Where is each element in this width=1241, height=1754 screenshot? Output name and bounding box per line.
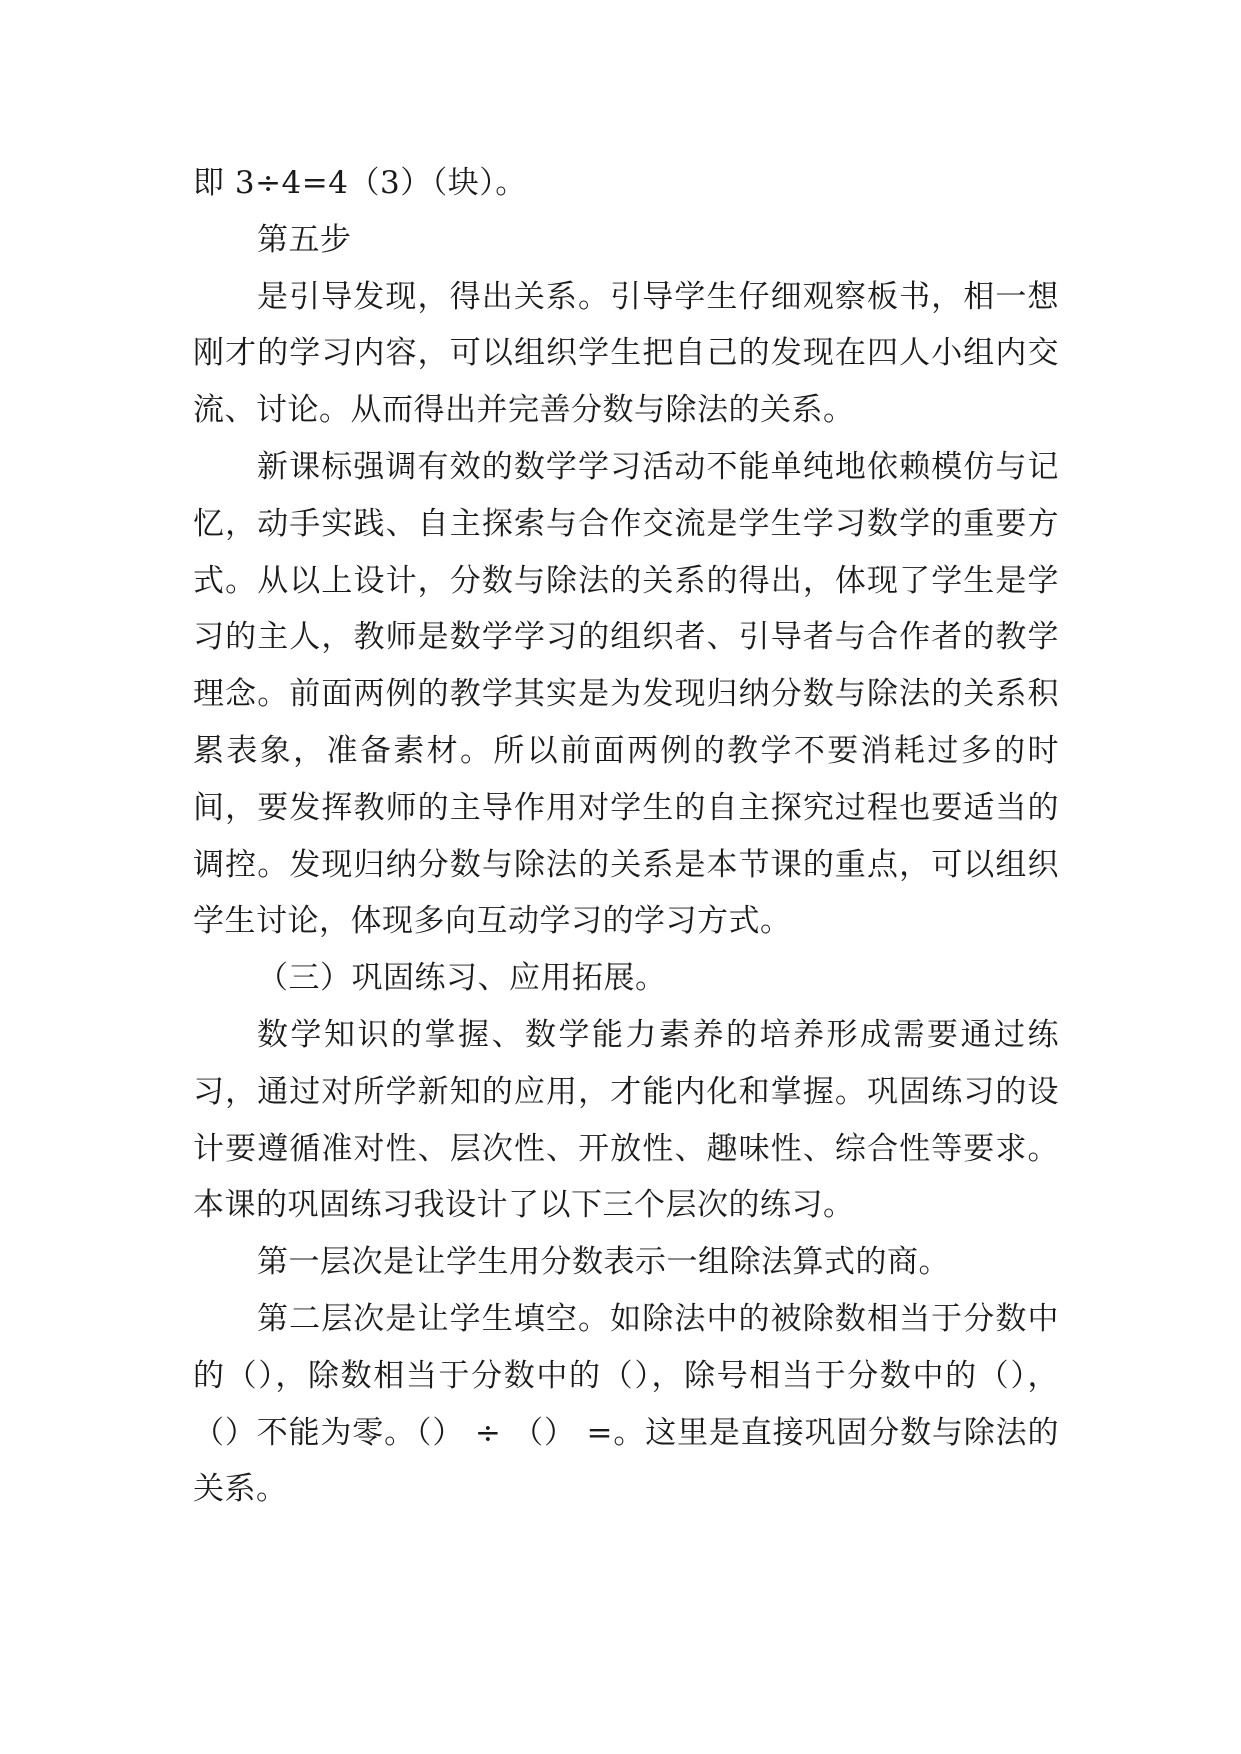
paragraph-level-one: 第一层次是让学生用分数表示一组除法算式的商。 <box>257 1244 950 1281</box>
paragraph-new-curriculum: 新课标强调有效的数学学习活动不能单纯地依赖模仿与记忆，动手实践、自主探索与合作交流是学生学习数学的重要方式。从以上设计，分数与除法的关系的得出，体现了学生是学习的主人，教师是数学学习的组织者、引导者与合作者的教学理念。前面两例的教学其实是为发现归纳分数与除法的关系积累表象，准备素材。所以前面两例的教学不要消耗过多的时间，要发挥教师的主导作用对学生的自主探究过程也要适当的调控。发现归纳分数与除法的关系是本节课的重点，可以组织学生讨论，体现多向互动学习的学习方式。 <box>193 448 1059 940</box>
body-text <box>193 155 1059 1518</box>
paragraph-section-three-heading: （三）巩固练习、应用拓展。 <box>257 960 667 997</box>
paragraph-guide-discovery: 是引导发现，得出关系。引导学生仔细观察板书，相一想刚才的学习内容，可以组织学生把自己的发现在四人小组内交流、讨论。从而得出并完善分数与除法的关系。 <box>193 278 1059 429</box>
paragraph-step-five-heading: 第五步 <box>257 221 352 258</box>
paragraph-practice-design: 数学知识的掌握、数学能力素养的培养形成需要通过练习，通过对所学新知的应用，才能内化和掌握。巩固练习的设计要遵循准对性、层次性、开放性、趣味性、综合性等要求。本课的巩固练习我设计了以下三个层次的练习。 <box>193 1016 1059 1224</box>
paragraph-level-two: 第二层次是让学生填空。如除法中的被除数相当于分数中的（），除数相当于分数中的（），除号相当于分数中的（），（）不能为零。（） ÷ （） =。这里是直接巩固分数与除法的关系。 <box>193 1300 1059 1508</box>
paragraph-formula: 即 3÷4=4（3）（块）。 <box>193 165 527 201</box>
